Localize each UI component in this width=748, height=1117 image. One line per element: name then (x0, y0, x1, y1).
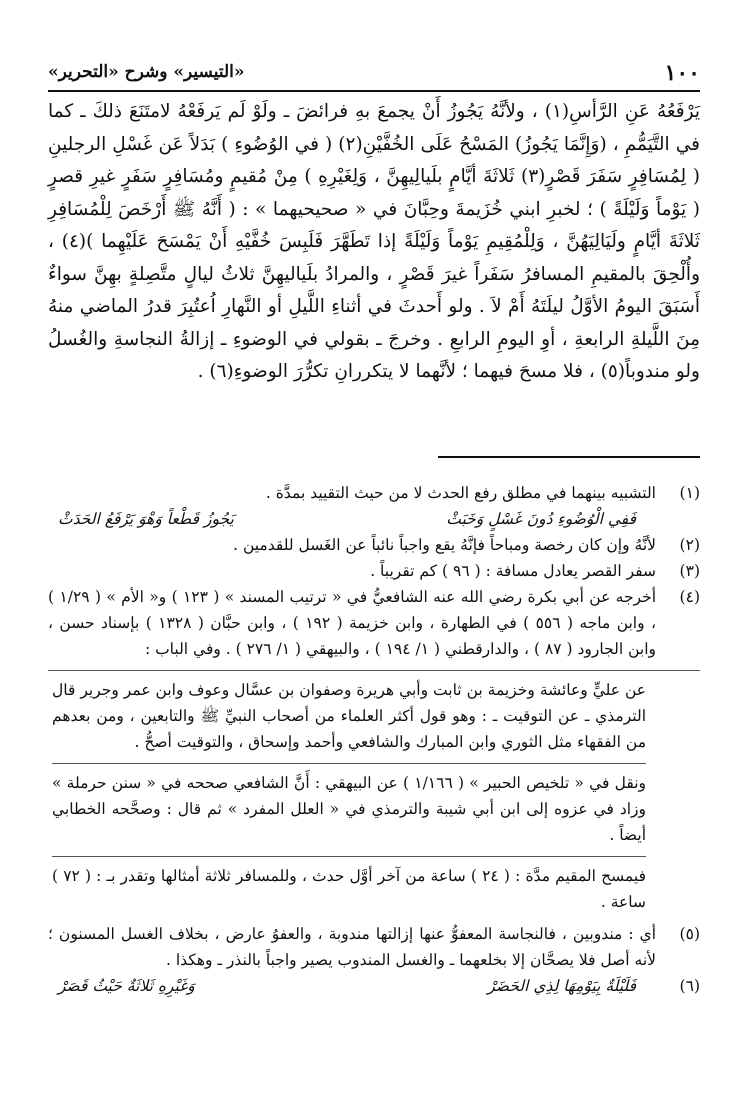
footnote-number: (٦) (679, 977, 700, 995)
verse-hemistich-1: فَلَيْلَةٌ بِيَوْمِهَا لِذِي الحَضَرْ (487, 977, 636, 995)
footnote-number: (٣) (679, 562, 700, 580)
verse-line (48, 973, 656, 999)
footnote-4-quote (48, 670, 700, 915)
verse-line (48, 506, 656, 532)
footnote-divider (438, 456, 700, 458)
footnote-text: سفر القصر يعادل مسافة : ( ٩٦ ) كم تقريباً . (370, 562, 656, 580)
footnote-text: التشبيه بينهما في مطلق رفع الحدث لا من حيث التقييد بمدَّة . (265, 484, 656, 502)
footnote-number: (١) (679, 484, 700, 502)
quote-paragraph: فيمسح المقيم مدَّة : ( ٢٤ ) ساعة من آخر أوَّل حدث ، وللمسافر ثلاثة أمثالها وتقدر بـ : ( ٧٢ ) ساعة . (52, 856, 646, 915)
verse-hemistich-2: يَجُوزُ قَطْعاً وَهْوَ يَرْفَعُ الحَدَثْ (58, 510, 234, 528)
main-paragraph: يَرْفَعُهُ عَنِ الرَّأسِ(١) ، ولأنَّهُ يَجُوزُ أَنْ يجمعَ بهِ فرائضَ ـ ولَوْ لَم يَرفَعْهُ لامتَنَعَ ذلكَ ـ كما في التَّيَمُّمِ ، (وَإِنَّمَا يَجُوزُ) المَسْحُ عَلَى الخُفَّيْنِ(٢) ( في الوُضُوءِ ) بَدَلاً عَن غَسْلِ الرجلينِ ( لِمُسَافِرٍ سَفَرَ قَصْرٍ(٣) ثَلاثَةَ أيَّامٍ بلَيالِيهِنَّ ، وَلِغَيْرِهِ ) مِنْ مُقيمٍ ومُسَافِرٍ سَفَرٍ غيرِ قصرٍ ( يَوْماً وَلَيْلَةً ) ؛ لخبرِ ابني خُزَيمةَ وحِبَّانَ في « صحيحيهما » : ( أَنَّهُ ﷺ أَرْخَصَ لِلْمُسَافِرِ ثَلاثَةَ أيَّامٍ ولَيَالِيَهُنَّ ، وَلِلْمُقِيمِ يَوْماً وَلَيْلَةً إذا تَطَهَّرَ فَلَبِسَ خُفَّيْهِ أَنْ يَمْسَحَ عَلَيْهِما )(٤) ، وأُلْحِقَ بالمقيمِ المسافرُ سَفَراً غيرَ قَصْرٍ ، والمرادُ بلَياليهِنَّ ثلاثُ ليالٍ متَّصِلةٍ بهِنَّ سواءٌ أَسَبَقَ اليومُ الأوَّلُ ليلَتَهُ أَمْ لاَ . ولو أَحدثَ في أثناءِ اللَّيلِ أو النَّهارِ اُعتُبِرَ قدرُ الماضي منهُ مِنَ اللَّيلةِ الرابعةِ ، أوِ اليومِ الرابعِ . وخرجَ ـ بقولي في الوضوءِ ـ إزالةُ النجاسةِ والغُسلُ ولو مندوباً(٥) ، فلا مسحَ فيهما ؛ لأنَّهما لا يتكررانِ تكرُّرَ الوضوءِ(٦) . (48, 101, 701, 382)
page-header (48, 60, 700, 88)
verse-hemistich-1: فَفِي الْوُضُوءِ دُونَ غَسْلٍ وَخَبَثْ (446, 510, 636, 528)
footnote-5 (48, 921, 700, 973)
footnote-number: (٢) (679, 536, 700, 554)
main-text (48, 96, 700, 389)
footnote-number: (٤) (679, 588, 700, 606)
footnote-3 (48, 558, 700, 584)
footnote-6 (48, 973, 700, 999)
footnote-number: (٥) (679, 925, 700, 943)
footnote-4 (48, 584, 700, 662)
footnote-text: لأنَّهُ وإن كان رخصة ومباحاً فإنَّهُ يقع واجباً نائباً عن الغَسل للقدمين . (233, 536, 656, 554)
running-title: «التيسير» وشرح «التحرير» (48, 62, 245, 82)
footnote-2 (48, 532, 700, 558)
footnote-1 (48, 480, 700, 532)
quote-paragraph: عن عليٍّ وعائشة وخزيمة بن ثابت وأبي هريرة وصفوان بن عسَّال وعوف وابن عمر وجرير قال الترمذي ـ عن التوقيت ـ : وهو قول أكثر العلماء من أصحاب النبيِّ ﷺ والتابعين ، ومن بعدهم من الفقهاء مثل الثوري وابن المبارك والشافعي وأحمد وإسحاق ، والتوقيت أصحُّ . (52, 681, 646, 751)
verse-hemistich-2: وَغَيْرِهِ ثَلاثَةٌ حَيْثُ قَصَرْ (58, 977, 195, 995)
header-rule (48, 90, 700, 92)
footnote-text: أخرجه عن أبي بكرة رضي الله عنه الشافعيُّ في « ترتيب المسند » ( ١٢٣ ) و« الأم » ( ١/٢٩ ) ، وابن ماجه ( ٥٥٦ ) في الطهارة ، وابن خزيمة ( ١٩٢ ) ، وابن حبَّان ( ١٣٢٨ ) بإسناد حسن ، وابن الجارود ( ٨٧ ) ، والدارقطني ( ١/ ١٩٤ ) ، والبيهقي ( ١/ ٢٧٦ ) . وفي الباب : (48, 588, 656, 658)
page-number: ١٠٠ (664, 60, 700, 86)
quote-paragraph: ونقل في « تلخيص الحبير » ( ١/١٦٦ ) عن البيهقي : أَنَّ الشافعي صححه في « سنن حرملة » وزاد في عزوه إلى ابن أبي شيبة والترمذي في « العلل المفرد » ثم قال : وصحَّحه الخطابي أيضاً . (52, 763, 646, 848)
footnote-text: أي : مندوبين ، فالنجاسة المعفوُّ عنها إزالتها مندوبة ، والعفوُ عارض ، بخلاف الغسل المسنون ؛ لأنه أصل فلا يصحَّان إلا بخلعهما ـ والغسل المندوب يصير واجباً بالنذر ـ وهكذا . (48, 925, 656, 969)
footnotes (48, 480, 700, 999)
